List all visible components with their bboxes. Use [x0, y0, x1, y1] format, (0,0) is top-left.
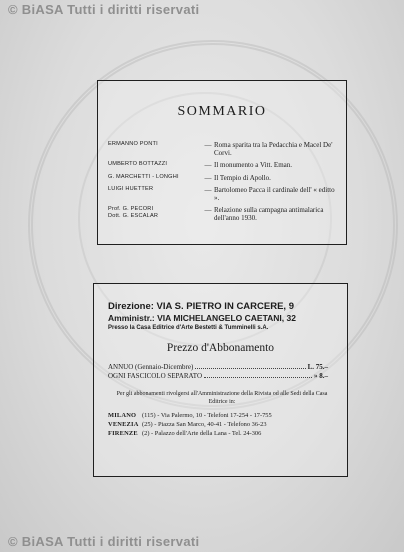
toc-entry: [108, 141, 340, 157]
address-row: [108, 421, 340, 429]
address-details: (25) - Piazza San Marco, 40-41 - Telefono 36-23: [142, 421, 267, 428]
toc-author: ERMANNO PONTI: [108, 141, 158, 147]
toc-entry: [108, 161, 340, 169]
subscription-note: Per gli abbonamenti rivolgersi all'Amministrazione della Rivista od alle Sedi della Casa Editrice in:: [116, 391, 328, 405]
price-value: » 8.–: [314, 372, 328, 380]
address-city: VENEZIA: [108, 421, 139, 428]
direzione-line: Direzione: VIA S. PIETRO IN CARCERE, 9: [108, 301, 294, 312]
summary-box: [97, 80, 347, 245]
amministrazione-line: Amministr.: VIA MICHELANGELO CAETANI, 32: [108, 313, 296, 323]
address-city: MILANO: [108, 412, 137, 419]
address-city: FIRENZE: [108, 430, 138, 437]
price-value: L. 75.–: [307, 363, 328, 371]
summary-title: SOMMARIO: [177, 104, 267, 119]
price-row: [108, 372, 328, 380]
price-row: [108, 363, 328, 371]
toc-title: Bartolomeo Pacca il cardinale dell' « editto ».: [214, 185, 335, 203]
subscription-box: [93, 283, 348, 477]
address-details: (2) - Palazzo dell'Arte della Lana - Tel. 24-306: [142, 430, 262, 437]
copyright-watermark-top: © BiASA Tutti i diritti riservati: [8, 2, 200, 17]
toc-entry: [108, 206, 340, 222]
toc-dash: —: [204, 185, 212, 194]
toc-entry: [108, 186, 340, 202]
toc-dash: —: [204, 206, 212, 215]
toc-author: UMBERTO BOTTAZZI: [108, 161, 168, 168]
toc-title: Il Tempio di Apollo.: [214, 173, 271, 182]
copyright-watermark-bottom: © BiASA Tutti i diritti riservati: [8, 534, 200, 549]
address-row: [108, 430, 340, 438]
toc-dash: —: [204, 141, 212, 149]
price-label: ANNUO (Gennaio-Dicembre): [108, 363, 194, 371]
toc-title: Roma sparita tra la Pedacchia e Macel De' Corvi.: [214, 141, 333, 158]
toc-entry: [108, 174, 340, 182]
toc-title: Relazione sulla campagna antimalarica dell'anno 1930.: [214, 206, 324, 223]
price-label: OGNI FASCICOLO SEPARATO: [108, 372, 203, 380]
toc-title: Il monumento a Vitt. Eman.: [214, 161, 292, 170]
toc-author: G. MARCHETTI - LONGHI: [108, 173, 179, 180]
toc-dash: —: [204, 173, 212, 182]
table-of-contents: [108, 141, 340, 227]
price-leader-dots: [204, 372, 312, 378]
publisher-line: Presso la Casa Editrice d'Arte Bestetti & Tumminelli s.A.: [108, 325, 269, 331]
address-row: [108, 412, 340, 420]
toc-author: LUIGI HUETTER: [108, 185, 154, 192]
price-leader-dots: [195, 363, 305, 369]
price-title: Prezzo d'Abbonamento: [166, 342, 275, 354]
toc-dash: —: [204, 161, 212, 170]
toc-author: Prof. G. PECORI Dott. G. ESCALAR: [108, 206, 159, 219]
address-details: (115) - Via Palermo, 10 - Telefoni 17-254 - 17-755: [142, 412, 272, 419]
